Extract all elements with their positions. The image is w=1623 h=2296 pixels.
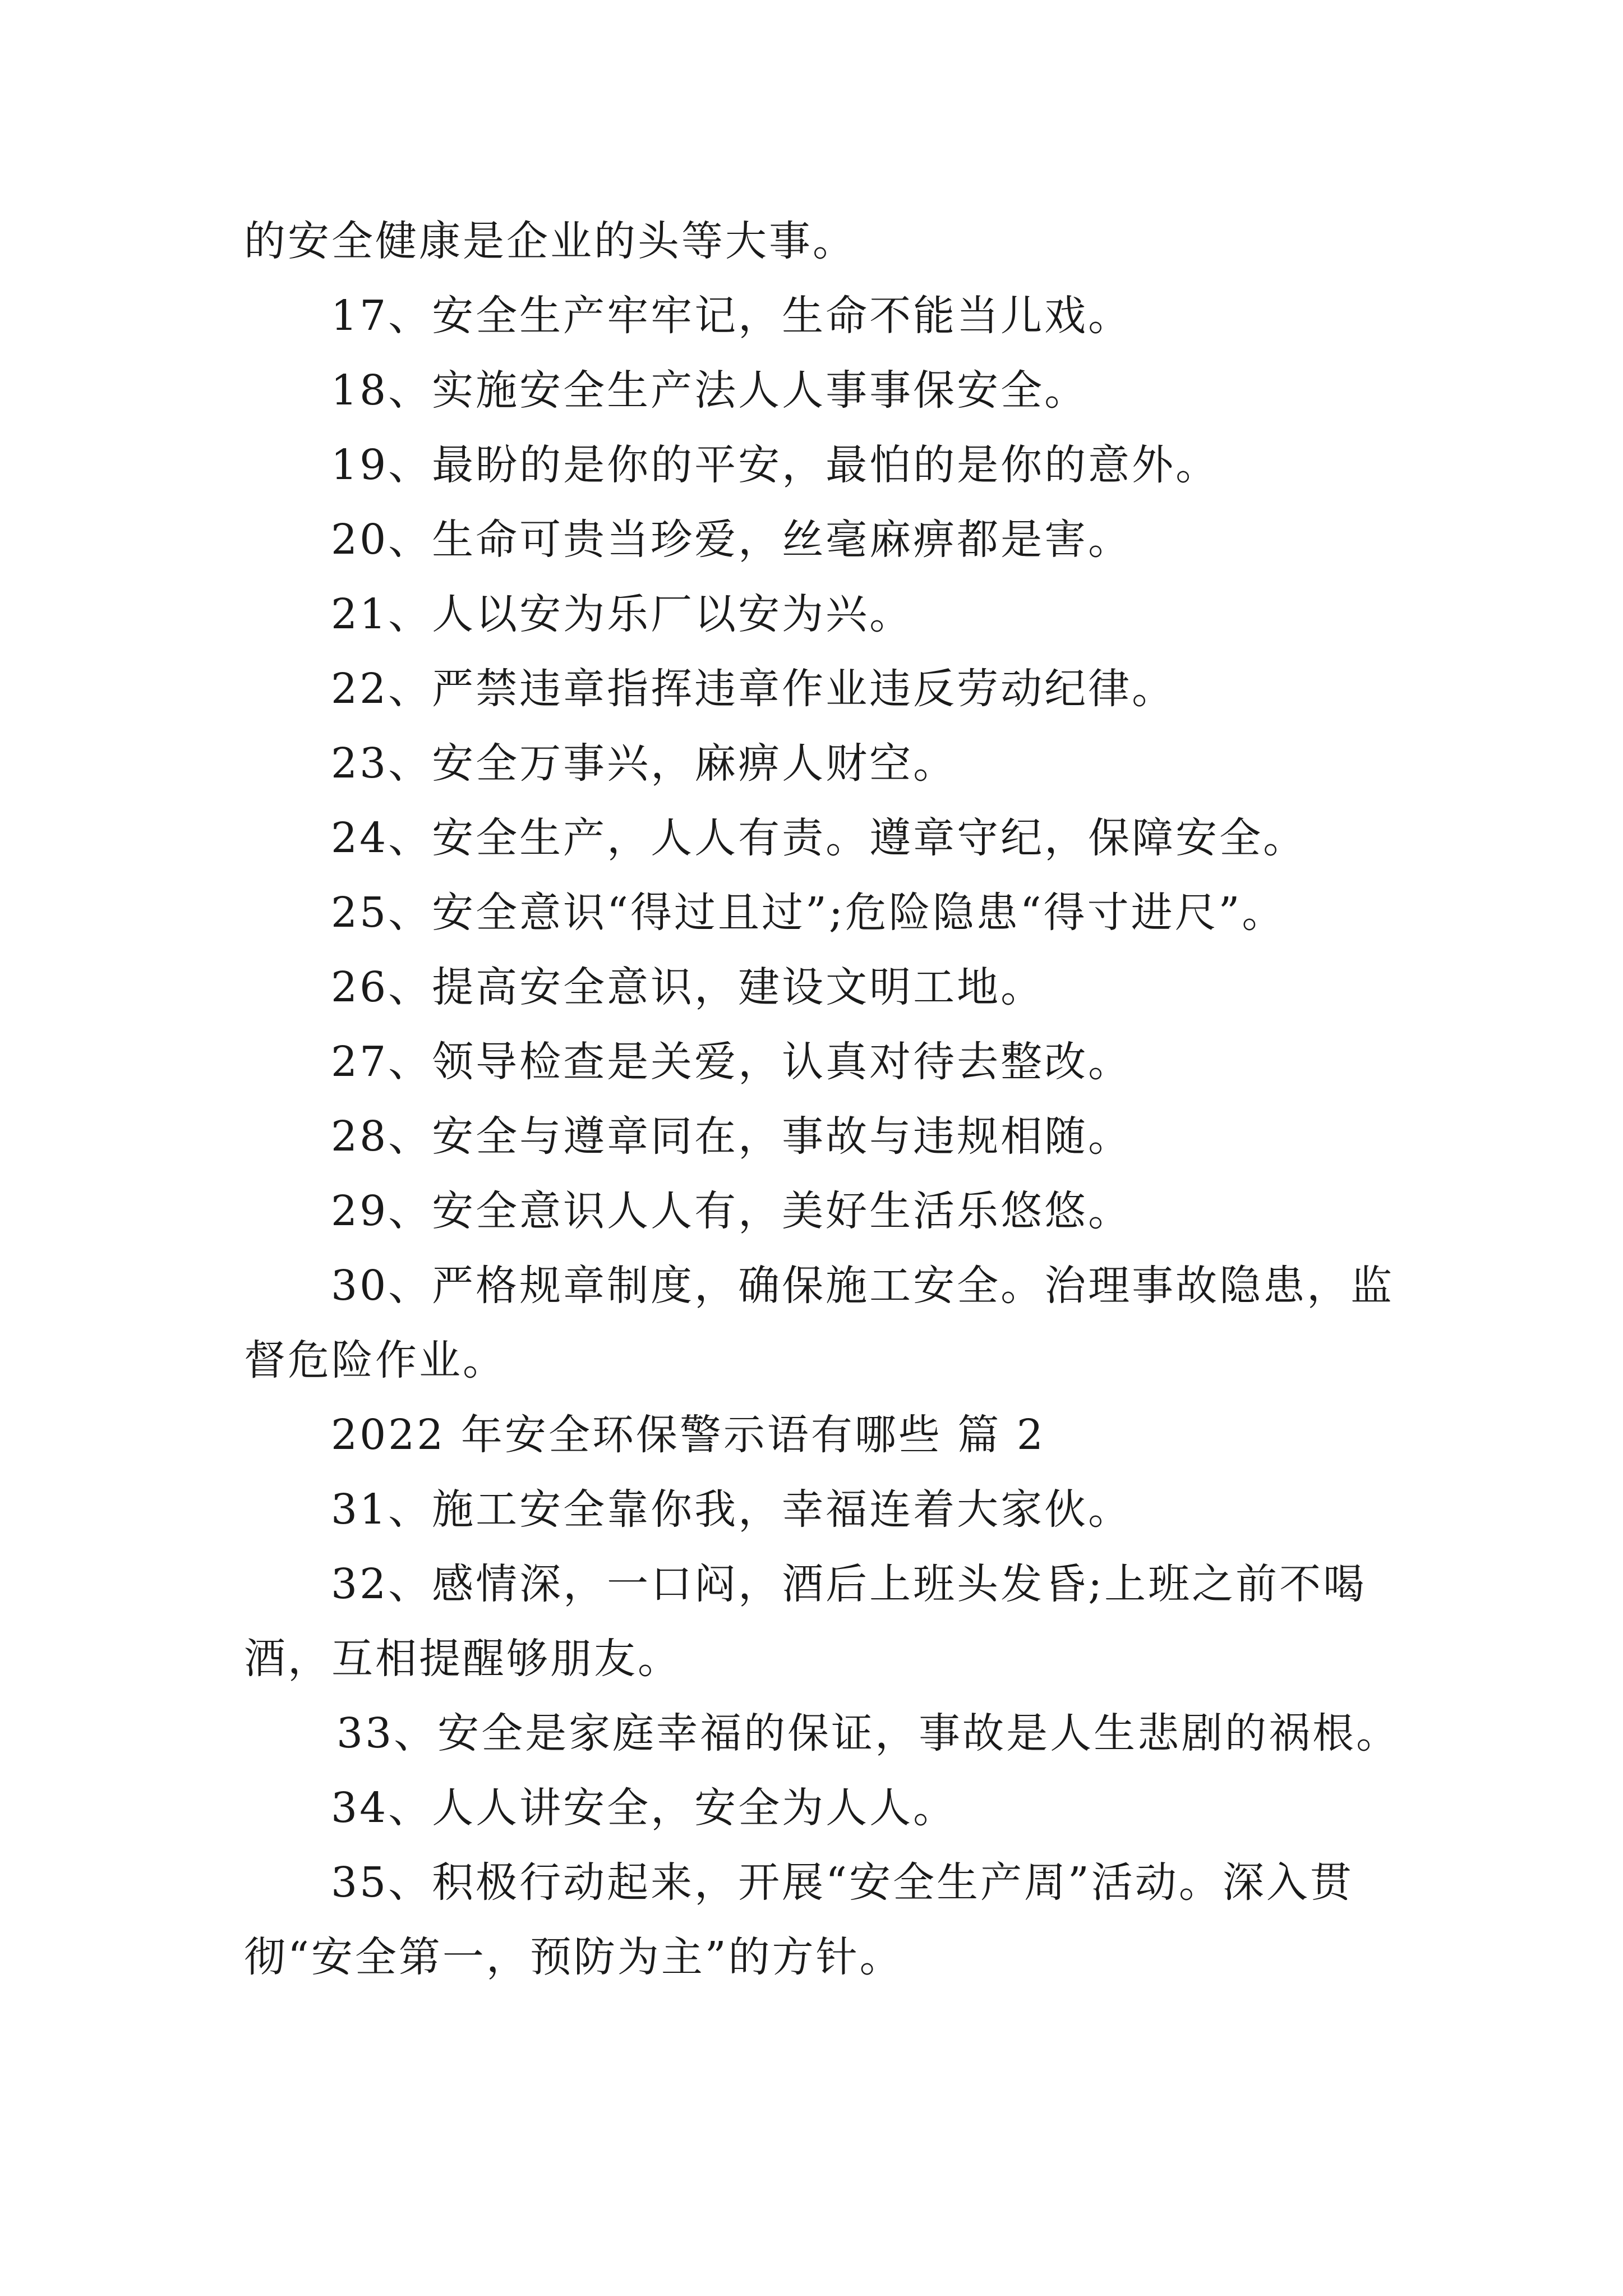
text-line: 28、安全与遵章同在，事故与违规相随。 [331,1112,1132,1161]
text-line: 督危险作业。 [244,1336,506,1384]
section-heading: 2022 年安全环保警示语有哪些 篇 2 [331,1411,1045,1459]
text-line: 25、安全意识“得过且过”;危险隐患“得寸进尺”。 [331,889,1286,937]
text-line: 23、安全万事兴，麻痹人财空。 [331,739,957,788]
text-line: 的安全健康是企业的头等大事。 [244,217,856,265]
text-line: 彻“安全第一，预防为主”的方针。 [244,1933,903,1981]
text-line: 30、严格规章制度，确保施工安全。治理事故隐患，监 [331,1262,1395,1310]
text-line: 33、安全是家庭幸福的保证，事故是人生悲剧的祸根。 [336,1709,1400,1757]
text-line: 24、安全生产，人人有责。遵章守纪，保障安全。 [331,814,1307,862]
text-line: 18、实施安全生产法人人事事保安全。 [331,366,1089,415]
text-line: 19、最盼的是你的平安，最怕的是你的意外。 [331,441,1220,489]
text-line: 27、领导检查是关爱，认真对待去整改。 [331,1038,1132,1086]
text-line: 34、人人讲安全，安全为人人。 [331,1784,957,1832]
text-line: 32、感情深，一口闷，酒后上班头发昏;上班之前不喝 [331,1560,1367,1608]
text-line: 31、施工安全靠你我，幸福连着大家伙。 [331,1485,1132,1534]
text-line: 21、人以安为乐厂以安为兴。 [331,590,914,638]
text-line: 26、提高安全意识，建设文明工地。 [331,963,1045,1011]
text-line: 17、安全生产牢牢记，生命不能当儿戏。 [331,292,1132,340]
text-line: 20、生命可贵当珍爱，丝毫麻痹都是害。 [331,516,1132,564]
text-line: 酒，互相提醒够朋友。 [244,1635,681,1683]
text-line: 35、积极行动起来，开展“安全生产周”活动。深入贯 [331,1858,1354,1907]
text-line: 29、安全意识人人有，美好生活乐悠悠。 [331,1187,1132,1235]
text-line: 22、严禁违章指挥违章作业违反劳动纪律。 [331,665,1176,713]
